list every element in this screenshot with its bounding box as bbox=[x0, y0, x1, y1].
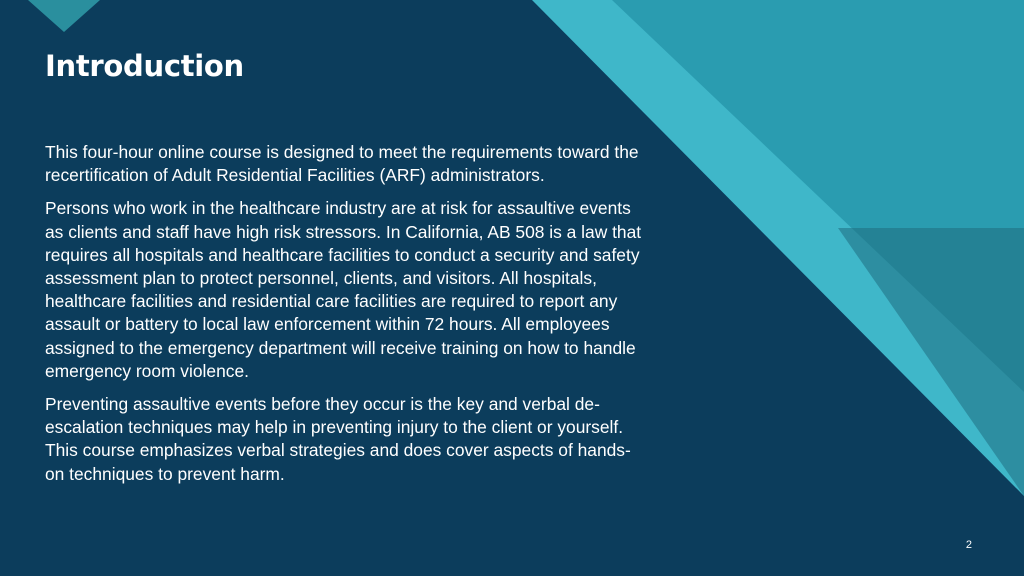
body-paragraph-intro: This four-hour online course is designed to meet the requirements toward the recertification of Adult Residential Facilities (ARF) administrators. bbox=[45, 142, 639, 186]
page-number: 2 bbox=[965, 539, 972, 551]
slide-title: Introduction bbox=[45, 49, 244, 83]
corner-triangle-top-left bbox=[28, 0, 100, 32]
slide-body bbox=[45, 141, 645, 496]
body-paragraph-risk: Persons who work in the healthcare industry are at risk for assaultive events as clients and staff have high risk stressors. In California, AB 508 is a law that requires all hospitals and healthcare facilities to conduct a security and safety assessment plan to protect personnel, clients, and visitors. All hospitals, healthcare facilities and residential care facilities are required to report any assault or battery to local law enforcement within 72 hours. All employees assigned to the emergency department will receive training on how to handle emergency room violence. bbox=[45, 198, 642, 381]
body-paragraph-prevention: Preventing assaultive events before they occur is the key and verbal de-escalation techniques may help in preventing injury to the client or yourself. This course emphasizes verbal strategies and does cover aspects of hands-on techniques to prevent harm. bbox=[45, 394, 631, 484]
